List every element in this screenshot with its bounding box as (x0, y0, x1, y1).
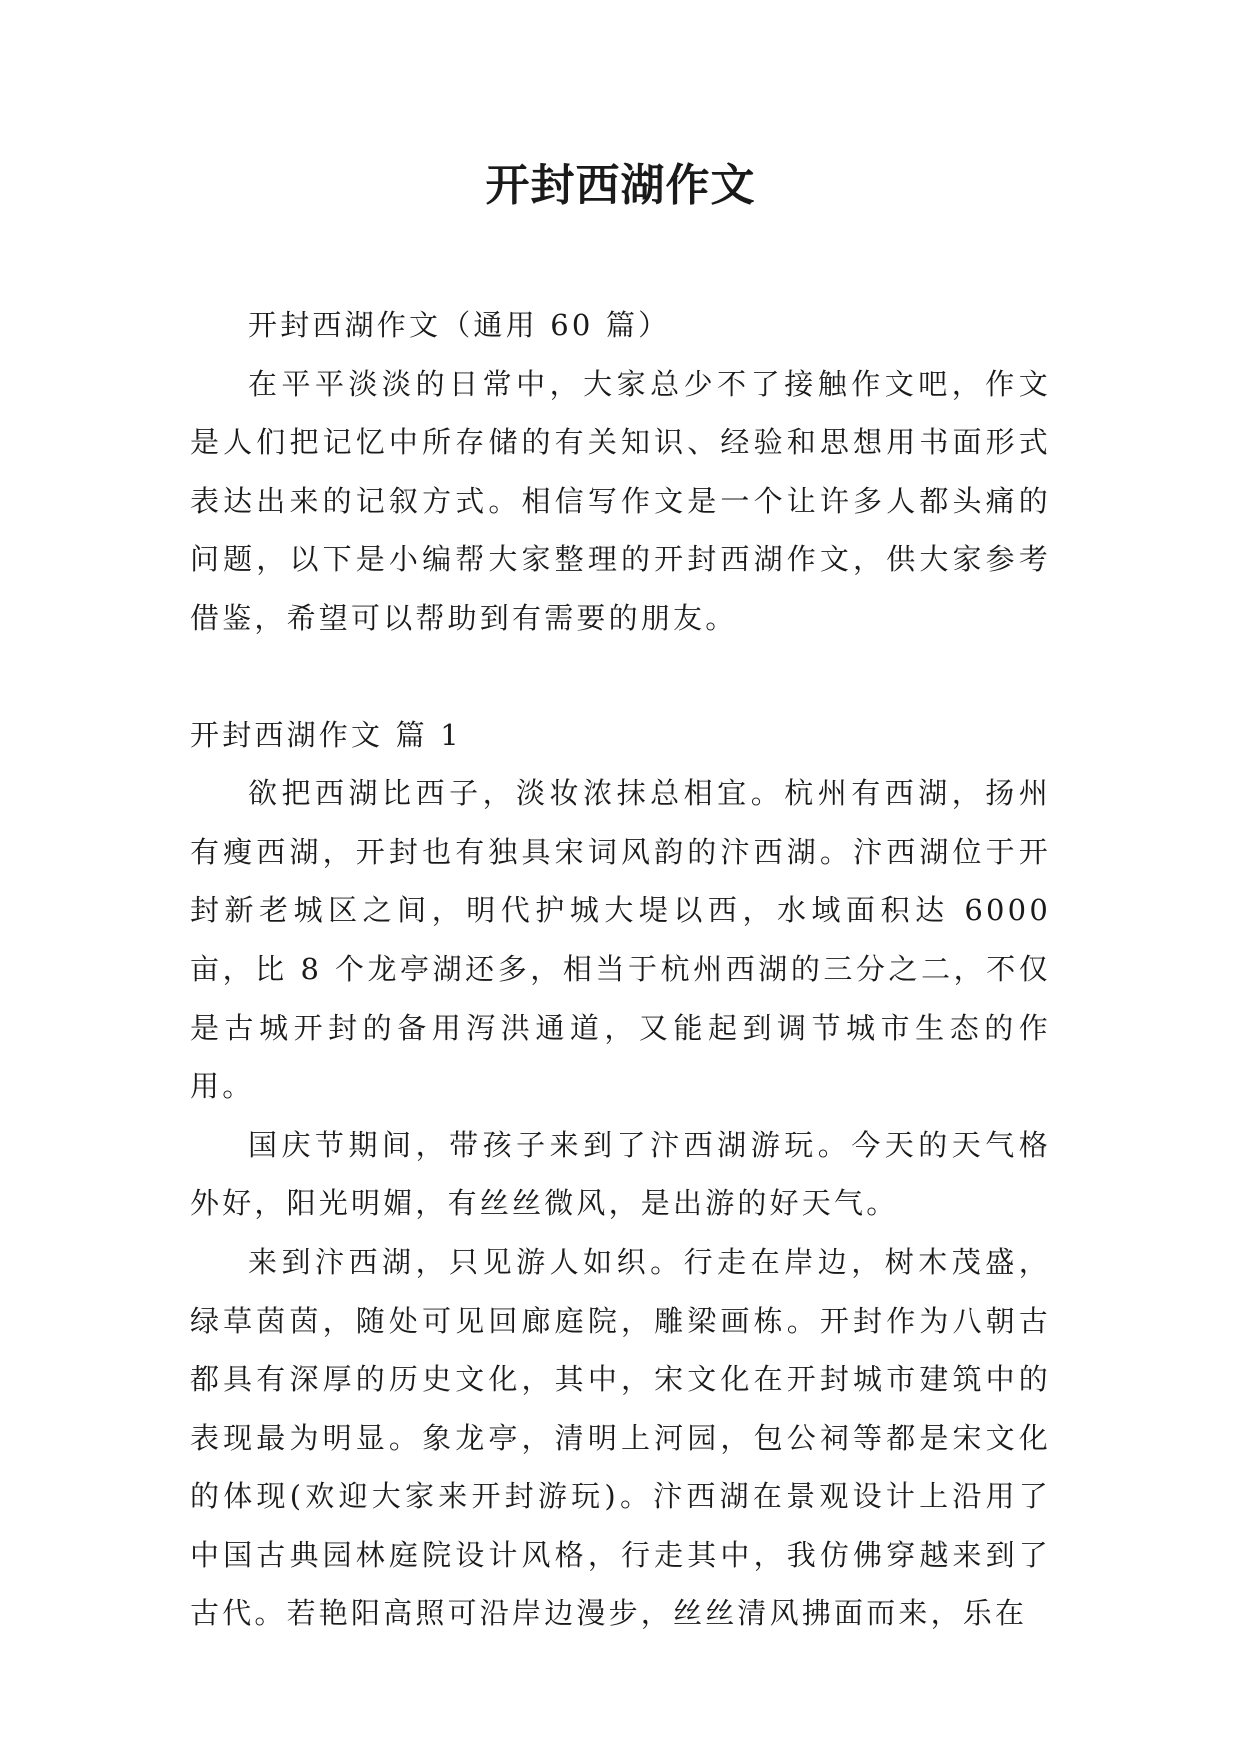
intro-paragraph: 在平平淡淡的日常中，大家总少不了接触作文吧，作文是人们把记忆中所存储的有关知识、经验和思想用书面形式表达出来的记叙方式。相信写作文是一个让许多人都头痛的问题，以下是小编帮大家整理的开封西湖作文，供大家参考借鉴，希望可以帮助到有需要的朋友。 (190, 366, 1051, 635)
document-body (190, 296, 1051, 1643)
section-heading: 开封西湖作文 篇 1 (190, 717, 462, 752)
document-title: 开封西湖作文 (485, 160, 756, 211)
body-paragraph: 欲把西湖比西子，淡妆浓抹总相宜。杭州有西湖，扬州有瘦西湖，开封也有独具宋词风韵的汴西湖。汴西湖位于开封新老城区之间，明代护城大堤以西，水域面积达 6000 亩，比 8 个龙亭湖还多，相当于杭州西湖的三分之二，不仅是古城开封的备用泻洪通道，又能起到调节城市生态的作用。 (190, 776, 1051, 1104)
body-paragraph: 来到汴西湖，只见游人如织。行走在岸边，树木茂盛，绿草茵茵，随处可见回廊庭院，雕梁画栋。开封作为八朝古都具有深厚的历史文化，其中，宋文化在开封城市建筑中的表现最为明显。象龙亭，清明上河园，包公祠等都是宋文化的体现(欢迎大家来开封游玩)。汴西湖在景观设计上沿用了中国古典园林庭院设计风格，行走其中，我仿佛穿越来到了古代。若艳阳高照可沿岸边漫步，丝丝清风拂面而来，乐在 (190, 1244, 1051, 1631)
body-paragraph: 国庆节期间，带孩子来到了汴西湖游玩。今天的天气格外好，阳光明媚，有丝丝微风，是出游的好天气。 (190, 1127, 1051, 1221)
document-subtitle: 开封西湖作文（通用 60 篇） (248, 308, 671, 342)
